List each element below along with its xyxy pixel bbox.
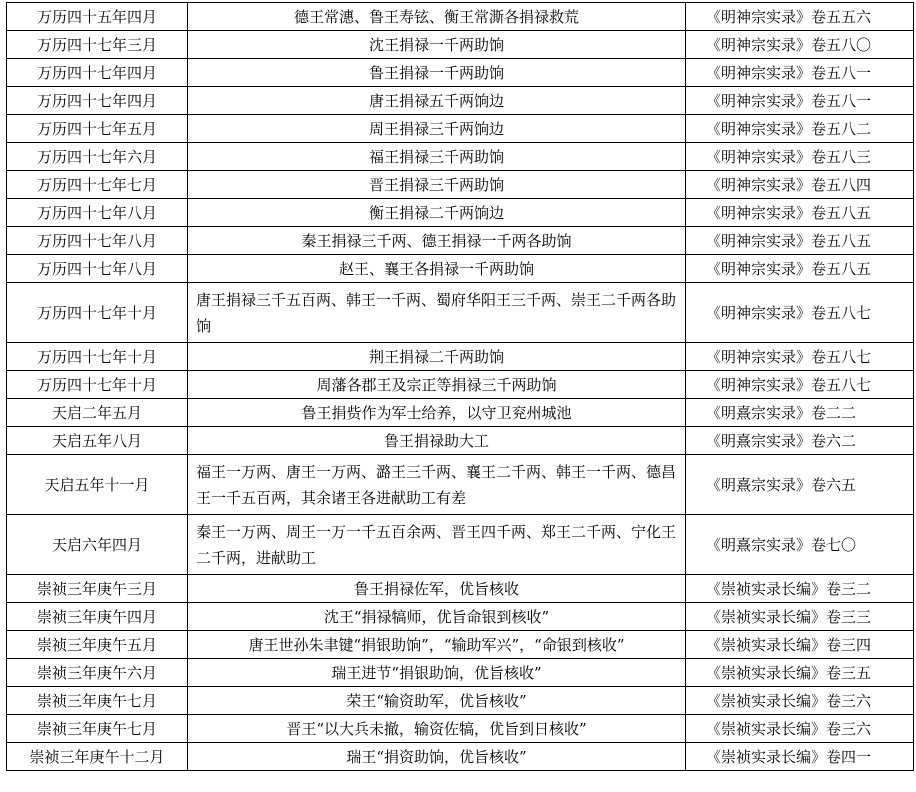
date-cell: 天启五年十一月 <box>7 455 188 515</box>
table-row <box>7 687 914 715</box>
event-cell: 鲁王捐禄佐军，优旨核收 <box>188 575 686 603</box>
source-cell: 《明神宗实录》卷五八七 <box>686 283 914 343</box>
table-row <box>7 427 914 455</box>
event-cell: 瑞王“捐资助饷，优旨核收” <box>188 743 686 771</box>
table-row <box>7 743 914 771</box>
source-cell: 《明熹宗实录》卷二二 <box>686 399 914 427</box>
source-cell: 《崇祯实录长编》卷四一 <box>686 743 914 771</box>
source-cell: 《明神宗实录》卷五八五 <box>686 199 914 227</box>
source-cell: 《明熹宗实录》卷六二 <box>686 427 914 455</box>
event-cell: 沈王捐禄一千两助饷 <box>188 31 686 59</box>
event-cell: 晋王捐禄三千两助饷 <box>188 171 686 199</box>
date-cell: 崇祯三年庚午七月 <box>7 687 188 715</box>
date-cell: 万历四十七年八月 <box>7 255 188 283</box>
date-cell: 万历四十五年四月 <box>7 3 188 31</box>
source-cell: 《崇祯实录长编》卷三三 <box>686 603 914 631</box>
source-cell: 《明神宗实录》卷五八二 <box>686 115 914 143</box>
table-row <box>7 715 914 743</box>
event-cell: 鲁王捐禄助大工 <box>188 427 686 455</box>
table-row <box>7 343 914 371</box>
source-cell: 《明神宗实录》卷五八五 <box>686 227 914 255</box>
source-cell: 《崇祯实录长编》卷三六 <box>686 687 914 715</box>
table-row <box>7 603 914 631</box>
date-cell: 崇祯三年庚午三月 <box>7 575 188 603</box>
table-row <box>7 575 914 603</box>
date-cell: 万历四十七年八月 <box>7 199 188 227</box>
table-row <box>7 455 914 515</box>
table-row <box>7 283 914 343</box>
event-cell: 鲁王捐赀作为军士给养，以守卫兖州城池 <box>188 399 686 427</box>
source-cell: 《崇祯实录长编》卷三二 <box>686 575 914 603</box>
event-cell: 德王常潓、鲁王寿铉、衡王常澌各捐禄救荒 <box>188 3 686 31</box>
event-cell: 周王捐禄三千两饷边 <box>188 115 686 143</box>
source-cell: 《明神宗实录》卷五八七 <box>686 371 914 399</box>
event-cell: 秦王捐禄三千两、德王捐禄一千两各助饷 <box>188 227 686 255</box>
source-cell: 《明神宗实录》卷五八一 <box>686 59 914 87</box>
event-cell: 赵王、襄王各捐禄一千两助饷 <box>188 255 686 283</box>
event-cell: 福王一万两、唐王一万两、潞王三千两、襄王二千两、韩王一千两、德昌王一千五百两，其余诸王各进献助工有差 <box>188 455 686 515</box>
table-row <box>7 115 914 143</box>
event-cell: 瑞王进节“捐银助饷，优旨核收” <box>188 659 686 687</box>
source-cell: 《明神宗实录》卷五八一 <box>686 87 914 115</box>
source-cell: 《明熹宗实录》卷六五 <box>686 455 914 515</box>
source-cell: 《明神宗实录》卷五八七 <box>686 343 914 371</box>
table-row <box>7 399 914 427</box>
date-cell: 万历四十七年七月 <box>7 171 188 199</box>
event-cell: 衡王捐禄二千两饷边 <box>188 199 686 227</box>
event-cell: 唐王世孙朱聿键“捐银助饷”，“输助军兴”，“命银到核收” <box>188 631 686 659</box>
event-cell: 荣王“输资助军，优旨核收” <box>188 687 686 715</box>
date-cell: 万历四十七年四月 <box>7 59 188 87</box>
source-cell: 《明神宗实录》卷五五六 <box>686 3 914 31</box>
date-cell: 万历四十七年五月 <box>7 115 188 143</box>
source-cell: 《崇祯实录长编》卷三六 <box>686 715 914 743</box>
date-cell: 崇祯三年庚午五月 <box>7 631 188 659</box>
date-cell: 天启六年四月 <box>7 515 188 575</box>
source-cell: 《明神宗实录》卷五八四 <box>686 171 914 199</box>
source-cell: 《明神宗实录》卷五八〇 <box>686 31 914 59</box>
table-row <box>7 199 914 227</box>
table-row <box>7 31 914 59</box>
source-cell: 《崇祯实录长编》卷三五 <box>686 659 914 687</box>
event-cell: 鲁王捐禄一千两助饷 <box>188 59 686 87</box>
table-row <box>7 143 914 171</box>
table-row <box>7 87 914 115</box>
date-cell: 万历四十七年三月 <box>7 31 188 59</box>
table-row <box>7 255 914 283</box>
source-cell: 《明神宗实录》卷五八三 <box>686 143 914 171</box>
source-cell: 《明神宗实录》卷五八五 <box>686 255 914 283</box>
table-row <box>7 371 914 399</box>
date-cell: 万历四十七年十月 <box>7 371 188 399</box>
event-cell: 晋王“以大兵未撤，输资佐犒，优旨到日核收” <box>188 715 686 743</box>
event-cell: 周藩各郡王及宗正等捐禄三千两助饷 <box>188 371 686 399</box>
date-cell: 万历四十七年六月 <box>7 143 188 171</box>
date-cell: 万历四十七年十月 <box>7 343 188 371</box>
event-cell: 唐王捐禄五千两饷边 <box>188 87 686 115</box>
table-row <box>7 659 914 687</box>
donations-table <box>6 2 914 771</box>
source-cell: 《明熹宗实录》卷七〇 <box>686 515 914 575</box>
date-cell: 天启五年八月 <box>7 427 188 455</box>
table-row <box>7 631 914 659</box>
date-cell: 崇祯三年庚午七月 <box>7 715 188 743</box>
date-cell: 崇祯三年庚午六月 <box>7 659 188 687</box>
event-cell: 沈王“捐禄犒师，优旨命银到核收” <box>188 603 686 631</box>
table-row <box>7 171 914 199</box>
table-row <box>7 227 914 255</box>
date-cell: 天启二年五月 <box>7 399 188 427</box>
table-body <box>7 3 914 771</box>
table-row <box>7 3 914 31</box>
event-cell: 唐王捐禄三千五百两、韩王一千两、蜀府华阳王三千两、崇王二千两各助饷 <box>188 283 686 343</box>
source-cell: 《崇祯实录长编》卷三四 <box>686 631 914 659</box>
date-cell: 万历四十七年八月 <box>7 227 188 255</box>
table-row <box>7 59 914 87</box>
date-cell: 万历四十七年四月 <box>7 87 188 115</box>
event-cell: 秦王一万两、周王一万一千五百余两、晋王四千两、郑王二千两、宁化王二千两，进献助工 <box>188 515 686 575</box>
event-cell: 福王捐禄三千两助饷 <box>188 143 686 171</box>
date-cell: 万历四十七年十月 <box>7 283 188 343</box>
date-cell: 崇祯三年庚午四月 <box>7 603 188 631</box>
date-cell: 崇祯三年庚午十二月 <box>7 743 188 771</box>
event-cell: 荆王捐禄二千两助饷 <box>188 343 686 371</box>
table-row <box>7 515 914 575</box>
